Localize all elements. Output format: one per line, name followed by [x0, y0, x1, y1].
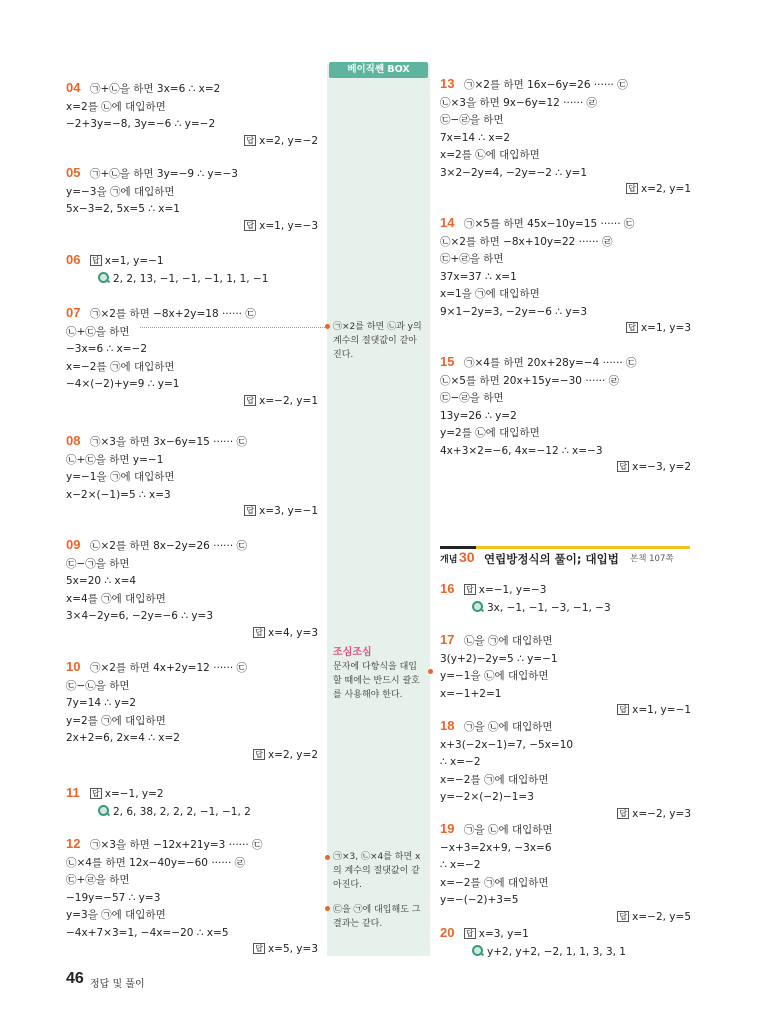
solution-text: ㉡을 ㉠에 대입하면	[464, 635, 553, 647]
final-answer-text: x=−2, y=3	[632, 807, 691, 820]
final-answer	[617, 461, 691, 473]
memo-12b: ㉢을 ㉠에 대입해도 그 결과는 같다.	[333, 905, 421, 929]
solution-text: y=2를 ㉡에 대입하면	[440, 427, 540, 439]
solution-line	[440, 841, 552, 855]
final-answer-text: x=4, y=3	[267, 626, 318, 639]
problem-number: 08	[66, 433, 81, 448]
solution-text: ㉠×2를 하면 16x−6y=26 ······ ㉢	[464, 79, 628, 91]
solution-text: ㉠×4를 하면 20x+28y=−4 ······ ㉢	[464, 357, 637, 369]
solution-line	[66, 185, 175, 199]
solution-text: x=−1+2=1	[440, 687, 502, 700]
check-line	[98, 805, 251, 819]
solution-line	[66, 557, 130, 571]
final-answer-text: x=1, y=−1	[632, 704, 691, 716]
check-values: y+2, y+2, −2, 1, 1, 3, 3, 1	[487, 945, 626, 958]
answer-mark-icon: 답	[619, 808, 628, 818]
solution-text: −2+3y=−8, 3y=−6 ∴ y=−2	[66, 118, 216, 130]
answer-mark-icon: 답	[619, 462, 628, 471]
problem-number: 13	[440, 76, 455, 91]
solution-text: −3x=6 ∴ x=−2	[66, 343, 148, 355]
check-values: 3x, −1, −1, −3, −1, −3	[487, 601, 611, 614]
answer-mark-icon: 답	[246, 220, 255, 230]
solution-text: y=−1을 ㉡에 대입하면	[440, 670, 549, 682]
solution-text: −19y=−57 ∴ y=3	[66, 891, 161, 904]
solution-line	[66, 325, 130, 339]
solution-line	[66, 609, 213, 623]
check-values: 2, 6, 38, 2, 2, 2, −1, −1, 2	[113, 805, 251, 818]
solution-text: ㉡×2를 하면 8x−2y=26 ······ ㉢	[90, 540, 248, 552]
solution-line	[440, 652, 558, 666]
solution-text: ㉠+㉡을 하면 3x=6 ∴ x=2	[90, 83, 221, 95]
answer-mark-icon: 답	[619, 705, 628, 714]
solution-text: 2x+2=6, 2x=4 ∴ x=2	[66, 732, 180, 744]
answer-mark-icon: 답	[246, 395, 255, 405]
solution-line	[66, 117, 215, 131]
problem-number: 05	[66, 165, 81, 180]
solution-text: x=2를 ㉡에 대입하면	[440, 149, 540, 161]
solution-text: ㉢−㉣을 하면	[440, 114, 504, 126]
solution-text: x=−1, y=−3	[478, 584, 547, 596]
answer-mark-icon: 답	[246, 506, 255, 515]
solution-line	[440, 113, 504, 127]
solution-line	[440, 131, 510, 145]
solution-text: ㉡×3을 하면 9x−6y=12 ······ ㉣	[440, 96, 598, 109]
final-answer	[244, 505, 318, 517]
solution-text: ㉠×3을 하면 3x−6y=15 ······ ㉢	[90, 436, 248, 448]
solution-line	[440, 148, 540, 162]
solution-text: ㉠×3을 하면 −12x+21y=3 ······ ㉢	[90, 839, 263, 851]
problem-number: 19	[440, 821, 455, 836]
solution-line	[90, 435, 247, 449]
solution-text: 7y=14 ∴ y=2	[66, 697, 137, 709]
final-answer	[626, 183, 691, 195]
solution-line	[66, 679, 130, 693]
solution-text: x=−2를 ㉠에 대입하면	[440, 876, 549, 889]
answer-mark-icon: 답	[92, 789, 100, 798]
solution-line	[440, 96, 597, 110]
solution-line	[66, 574, 136, 588]
memo-07: ㉠×2를 하면 ㉡과 y의 계수의 절댓값이 같아 진다.	[333, 322, 422, 360]
solution-text: 7x=14 ∴ x=2	[440, 131, 511, 144]
solution-text: 3×2−2y=4, −2y=−2 ∴ y=1	[440, 166, 588, 179]
solution-text: ㉡×2를 하면 −8x+10y=22 ······ ㉣	[440, 235, 613, 248]
solution-text: 13y=26 ∴ y=2	[440, 409, 517, 422]
answer-mark-icon: 답	[255, 749, 263, 759]
answer-mark-icon: 답	[255, 944, 263, 953]
memo-12a: ㉠×3, ㉡×4를 하면 x 의 계수의 절댓값이 같 아진다.	[333, 852, 421, 890]
solution-text: −4×(−2)+y=9 ∴ y=1	[66, 378, 180, 390]
solution-line	[464, 927, 529, 941]
solution-line	[440, 235, 613, 249]
solution-line	[440, 426, 540, 440]
answer-mark-icon: 답	[628, 184, 636, 193]
problem-number: 12	[66, 836, 81, 851]
final-answer	[253, 749, 318, 761]
memo-dot	[428, 669, 433, 674]
answer-mark-icon: 답	[255, 627, 263, 637]
solution-line	[440, 305, 587, 319]
section-ref: 본책 107쪽	[630, 554, 674, 564]
solution-text: y=−1을 ㉠에 대입하면	[66, 471, 175, 483]
page-label: 정답 및 풀이	[90, 979, 145, 990]
memo-caution: 조심조심 문자에 다항식을 대입 할 때에는 반드시 괄호 를 사용해야 한다.	[333, 647, 420, 700]
solution-line	[90, 838, 263, 852]
solution-text: ㉢−㉣을 하면	[440, 392, 504, 404]
solution-text: x=3, y=1	[478, 928, 529, 940]
solution-text: ㉠×2를 하면 −8x+2y=18 ······ ㉢	[90, 308, 256, 320]
solution-line	[440, 755, 481, 769]
solution-line	[90, 82, 220, 96]
solution-text: −4x+7×3=1, −4x=−20 ∴ x=5	[66, 926, 229, 939]
final-answer-text: x=5, y=3	[267, 943, 318, 955]
solution-line	[440, 374, 619, 388]
solution-text: 5x−3=2, 5x=5 ∴ x=1	[66, 203, 180, 215]
solution-line	[440, 773, 549, 787]
solution-text: ㉡×5를 하면 20x+15y=−30 ······ ㉣	[440, 374, 620, 387]
solution-line	[66, 377, 180, 391]
solution-text: ㉠을 ㉡에 대입하면	[464, 824, 553, 836]
final-answer-text: x=−2, y=5	[632, 910, 691, 923]
solution-text: y=−3을 ㉠에 대입하면	[66, 185, 175, 198]
solution-line	[440, 876, 549, 890]
final-answer-text: x=−3, y=2	[632, 461, 691, 473]
problem-number: 09	[66, 537, 81, 552]
solution-line	[440, 287, 540, 301]
problem-number: 14	[440, 215, 455, 230]
solution-line	[66, 891, 160, 905]
solution-text: x=−2를 ㉠에 대입하면	[440, 773, 549, 786]
final-answer	[617, 911, 691, 923]
solution-line	[464, 720, 553, 734]
solution-line	[440, 391, 504, 405]
solution-text: ∴ x=−2	[440, 756, 481, 768]
section-title: 연립방정식의 풀이; 대입법	[484, 552, 619, 566]
solution-line	[464, 356, 637, 370]
solution-line	[66, 100, 166, 114]
final-answer	[244, 135, 318, 147]
solution-line	[66, 714, 166, 728]
solution-text: ∴ x=−2	[440, 859, 481, 871]
solution-line	[66, 488, 171, 502]
solution-text: ㉡+㉢을 하면 y=−1	[66, 453, 164, 466]
section-header: 개념 30 연립방정식의 풀이; 대입법 본책 107쪽	[440, 550, 690, 568]
solution-text: x+3(−2x−1)=7, −5x=10	[440, 738, 574, 751]
final-answer-text: x=2, y=−2	[259, 134, 318, 147]
answer-mark-icon: 답	[466, 929, 474, 938]
solution-line	[66, 908, 166, 922]
sidebar-title: 베이직쎈 BOX	[329, 62, 428, 78]
solution-line	[66, 592, 166, 606]
solution-line	[440, 166, 587, 180]
memo-leader	[140, 327, 325, 328]
magnifier-icon	[472, 945, 483, 956]
solution-text: ㉢+㉣을 하면	[440, 253, 504, 265]
solution-line	[66, 342, 147, 356]
solution-text: x=1을 ㉠에 대입하면	[440, 288, 540, 300]
solution-text: x−2×(−1)=5 ∴ x=3	[66, 488, 171, 501]
final-answer-text: x=2, y=1	[640, 183, 691, 195]
check-line	[472, 945, 626, 959]
solution-text: ㉢+㉣을 하면	[66, 874, 130, 886]
solution-text: 5x=20 ∴ x=4	[66, 575, 137, 587]
solution-line	[90, 254, 164, 268]
memo-dot	[325, 855, 330, 860]
problem-number: 20	[440, 925, 455, 940]
solution-line	[464, 823, 553, 837]
problem-number: 18	[440, 718, 455, 733]
problem-number: 10	[66, 659, 81, 674]
sidebar-strip	[327, 64, 430, 956]
solution-line	[66, 926, 229, 940]
solution-line	[66, 453, 163, 467]
solution-text: ㉡×4를 하면 12x−40y=−60 ······ ㉣	[66, 856, 246, 869]
answer-mark-icon: 답	[466, 585, 474, 594]
problem-number: 16	[440, 581, 455, 596]
solution-text: ㉠×2를 하면 4x+2y=12 ······ ㉢	[90, 662, 248, 674]
solution-text: 3×4−2y=6, −2y=−6 ∴ y=3	[66, 610, 214, 622]
solution-text: x=2를 ㉡에 대입하면	[66, 100, 166, 113]
solution-line	[66, 696, 136, 710]
solution-text: y=−(−2)+3=5	[440, 894, 519, 906]
solution-text: x=4를 ㉠에 대입하면	[66, 592, 166, 605]
solution-text: x=−2를 ㉠에 대입하면	[66, 360, 175, 373]
solution-text: 4x+3×2=−6, 4x=−12 ∴ x=−3	[440, 444, 603, 457]
check-line	[98, 272, 268, 286]
solution-line	[440, 669, 549, 683]
final-answer	[626, 322, 691, 334]
final-answer	[617, 808, 691, 820]
solution-line	[440, 858, 481, 872]
solution-line	[440, 409, 517, 423]
solution-text: 3(y+2)−2y=5 ∴ y=−1	[440, 652, 558, 665]
magnifier-icon	[98, 805, 109, 816]
solution-line	[66, 470, 175, 484]
solution-line	[464, 78, 628, 92]
solution-line	[90, 539, 247, 553]
final-answer	[253, 627, 318, 639]
solution-line	[440, 738, 573, 752]
solution-text: 37x=37 ∴ x=1	[440, 270, 517, 283]
solution-line	[90, 661, 247, 675]
solution-line	[464, 583, 546, 597]
solution-text: ㉠×5를 하면 45x−10y=15 ······ ㉢	[464, 218, 635, 230]
solution-line	[440, 687, 501, 701]
magnifier-icon	[98, 272, 109, 283]
final-answer	[244, 220, 318, 232]
problem-number: 17	[440, 632, 455, 647]
solution-line	[90, 167, 238, 181]
solution-line	[440, 790, 534, 804]
memo-dot	[325, 906, 330, 911]
solution-text: 9×1−2y=3, −2y=−6 ∴ y=3	[440, 305, 588, 318]
check-line	[472, 601, 611, 615]
problem-number: 15	[440, 354, 455, 369]
solution-line	[464, 634, 553, 648]
solution-line	[66, 856, 245, 870]
solution-line	[90, 787, 164, 801]
problem-number: 11	[66, 785, 80, 800]
final-answer-text: x=2, y=2	[267, 748, 318, 761]
final-answer	[244, 395, 318, 407]
answer-mark-icon: 답	[619, 911, 628, 921]
solution-text: ㉢−㉡을 하면	[66, 679, 130, 692]
final-answer-text: x=1, y=3	[640, 322, 691, 334]
page-number: 46	[66, 970, 84, 987]
solution-line	[90, 307, 256, 321]
solution-text: y=−2×(−2)−1=3	[440, 791, 534, 803]
final-answer	[253, 943, 318, 955]
solution-line	[66, 202, 180, 216]
solution-line	[66, 360, 175, 374]
answer-mark-icon: 답	[92, 256, 100, 265]
solution-text: y=2를 ㉠에 대입하면	[66, 714, 166, 727]
solution-text: x=−1, y=2	[104, 788, 164, 800]
solution-line	[464, 217, 634, 231]
solution-text: ㉠을 ㉡에 대입하면	[464, 721, 553, 733]
final-answer-text: x=3, y=−1	[259, 505, 318, 517]
solution-line	[440, 444, 603, 458]
solution-line	[440, 893, 518, 907]
solution-text: −x+3=2x+9, −3x=6	[440, 841, 552, 854]
solution-line	[440, 270, 517, 284]
problem-number: 07	[66, 305, 81, 320]
solution-line	[440, 252, 504, 266]
final-answer-text: x=−2, y=1	[259, 394, 318, 407]
answer-mark-icon: 답	[246, 135, 255, 145]
answer-mark-icon: 답	[628, 323, 636, 332]
problem-number: 06	[66, 252, 81, 267]
check-values: 2, 2, 13, −1, −1, −1, 1, 1, −1	[113, 272, 269, 285]
memo-dot	[325, 324, 330, 329]
final-answer	[617, 704, 691, 716]
final-answer-text: x=1, y=−3	[259, 219, 318, 232]
solution-text: ㉢−㉠을 하면	[66, 557, 130, 570]
solution-text: y=3을 ㉠에 대입하면	[66, 909, 166, 921]
magnifier-icon	[472, 601, 483, 612]
solution-line	[66, 873, 130, 887]
solution-text: x=1, y=−1	[104, 255, 164, 267]
solution-text: ㉠+㉡을 하면 3y=−9 ∴ y=−3	[90, 168, 238, 180]
solution-text: ㉡+㉢을 하면	[66, 325, 130, 338]
solution-line	[66, 731, 180, 745]
problem-number: 04	[66, 80, 81, 95]
